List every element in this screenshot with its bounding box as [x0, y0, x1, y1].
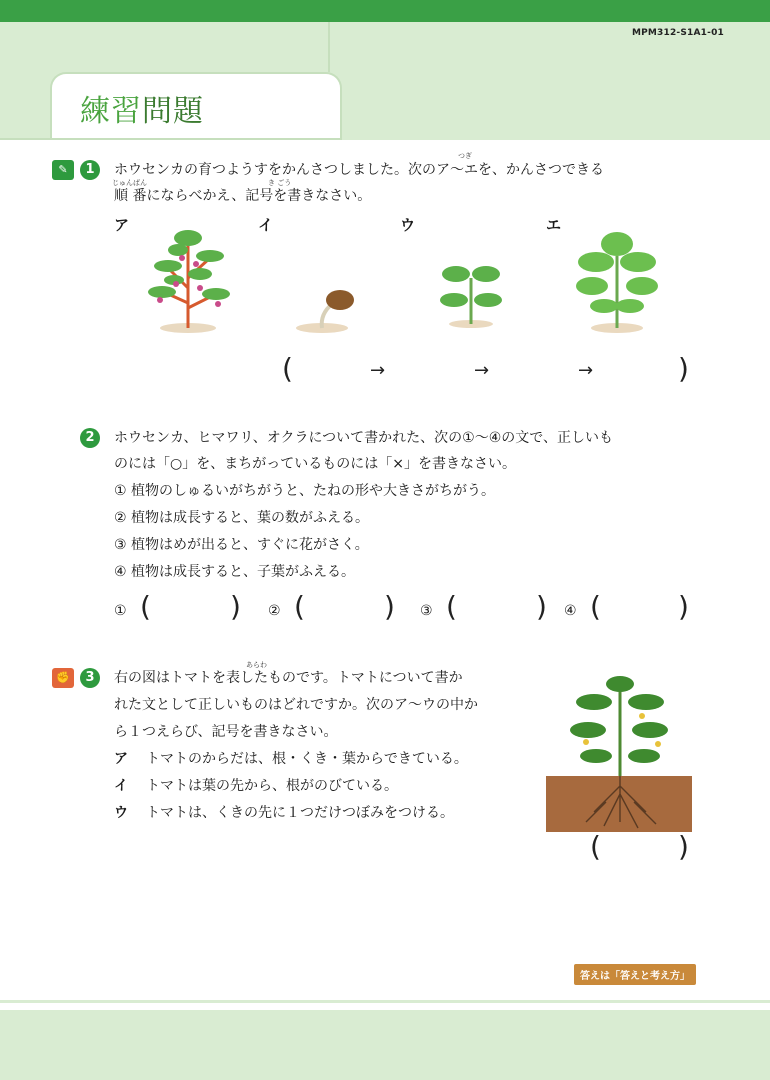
q2-answer-label-3: ③ [420, 603, 433, 619]
q1-line-1: ホウセンカの育つようすをかんさつしました。次のア〜エを、かんさつできる [114, 162, 604, 178]
q3-option-text-i: トマトは葉の先から、根がのびている。 [146, 778, 398, 794]
q1-line-2: 順 番にならべかえ、記号を書きなさい。 [114, 188, 372, 204]
tomato-plant-image [546, 672, 692, 832]
q2-item-1: ① 植物のしゅるいがちがうと、たねの形や大きさがちがう。 [114, 483, 495, 499]
q2-answer-4-open: ( [590, 590, 601, 623]
q2-answer-1-open: ( [140, 590, 151, 623]
germinating-seed-image [290, 280, 360, 336]
q2-item-2: ② 植物は成長すると、葉の数がふえる。 [114, 510, 369, 526]
q2-line-2: のには「○」を、まちがっているものには「×」を書きなさい。 [114, 456, 516, 472]
footer-line [0, 1000, 770, 1003]
q1-ruby-tsugi: つぎ [458, 152, 472, 160]
q2-answer-4-close: ) [678, 590, 689, 623]
q1-answer-open: ( [282, 352, 293, 385]
q1-answer-close: ) [678, 352, 689, 385]
thinking-icon: ✊ [52, 668, 74, 688]
leafy-plant-image [574, 226, 660, 334]
q3-line-3: ら１つえらび、記号を書きなさい。 [114, 724, 338, 740]
q2-answer-3-close: ) [536, 590, 547, 623]
q2-number: 2 [80, 428, 100, 448]
q1-label-i: イ [258, 216, 274, 234]
q3-answer-close: ) [678, 830, 689, 863]
q1-number: 1 [80, 160, 100, 180]
q3-number: 3 [80, 668, 100, 688]
q1-label-u: ウ [400, 216, 416, 234]
q3-option-label-i: イ [114, 778, 128, 794]
q3-option-label-u: ウ [114, 805, 128, 821]
title-part-1: 練習 [80, 94, 142, 129]
q2-item-3: ③ 植物はめが出ると、すぐに花がさく。 [114, 537, 369, 553]
q1-arrow-2: → [474, 360, 490, 381]
q2-item-4: ④ 植物は成長すると、子葉がふえる。 [114, 564, 355, 580]
page-title [80, 86, 204, 130]
flowering-plant-image [138, 218, 238, 334]
observation-icon: ✎ [52, 160, 74, 180]
q3-line-2: れた文として正しいものはどれですか。次のア〜ウの中か [114, 697, 478, 713]
title-part-2: 問題 [142, 94, 204, 129]
footer-band [0, 1010, 770, 1080]
q3-ruby-arawa: あらわ [246, 661, 267, 669]
q1-ruby-kigou: き ごう [268, 179, 292, 187]
q2-answer-label-1: ① [114, 603, 127, 619]
q2-answer-label-2: ② [268, 603, 281, 619]
header-divider [328, 22, 330, 72]
seedling-image [434, 254, 508, 330]
q1-arrow-3: → [578, 360, 594, 381]
q1-label-e: エ [546, 216, 562, 234]
q3-option-text-u: トマトは、くきの先に１つだけつぼみをつける。 [146, 805, 454, 821]
answer-reference-tag: 答えは「答えと考え方」 [574, 964, 696, 985]
q3-line-1: 右の図はトマトを表したものです。トマトについて書か [114, 670, 463, 686]
document-code: MPM312-S1A1-01 [631, 28, 724, 38]
q3-option-text-a: トマトのからだは、根・くき・葉からできている。 [146, 751, 468, 767]
q1-ruby-junban: じゅんばん [112, 179, 147, 187]
q3-option-label-a: ア [114, 751, 128, 767]
top-bar [0, 0, 770, 22]
title-underline [0, 138, 340, 140]
q2-answer-2-close: ) [384, 590, 395, 623]
q1-arrow-1: → [370, 360, 386, 381]
q1-label-a: ア [114, 216, 130, 234]
q2-answer-label-4: ④ [564, 603, 577, 619]
q3-answer-open: ( [590, 830, 601, 863]
q2-answer-2-open: ( [294, 590, 305, 623]
q2-answer-3-open: ( [446, 590, 457, 623]
q2-answer-1-close: ) [230, 590, 241, 623]
q2-line-1: ホウセンカ、ヒマワリ、オクラについて書かれた、次の①〜④の文で、正しいも [114, 430, 613, 446]
